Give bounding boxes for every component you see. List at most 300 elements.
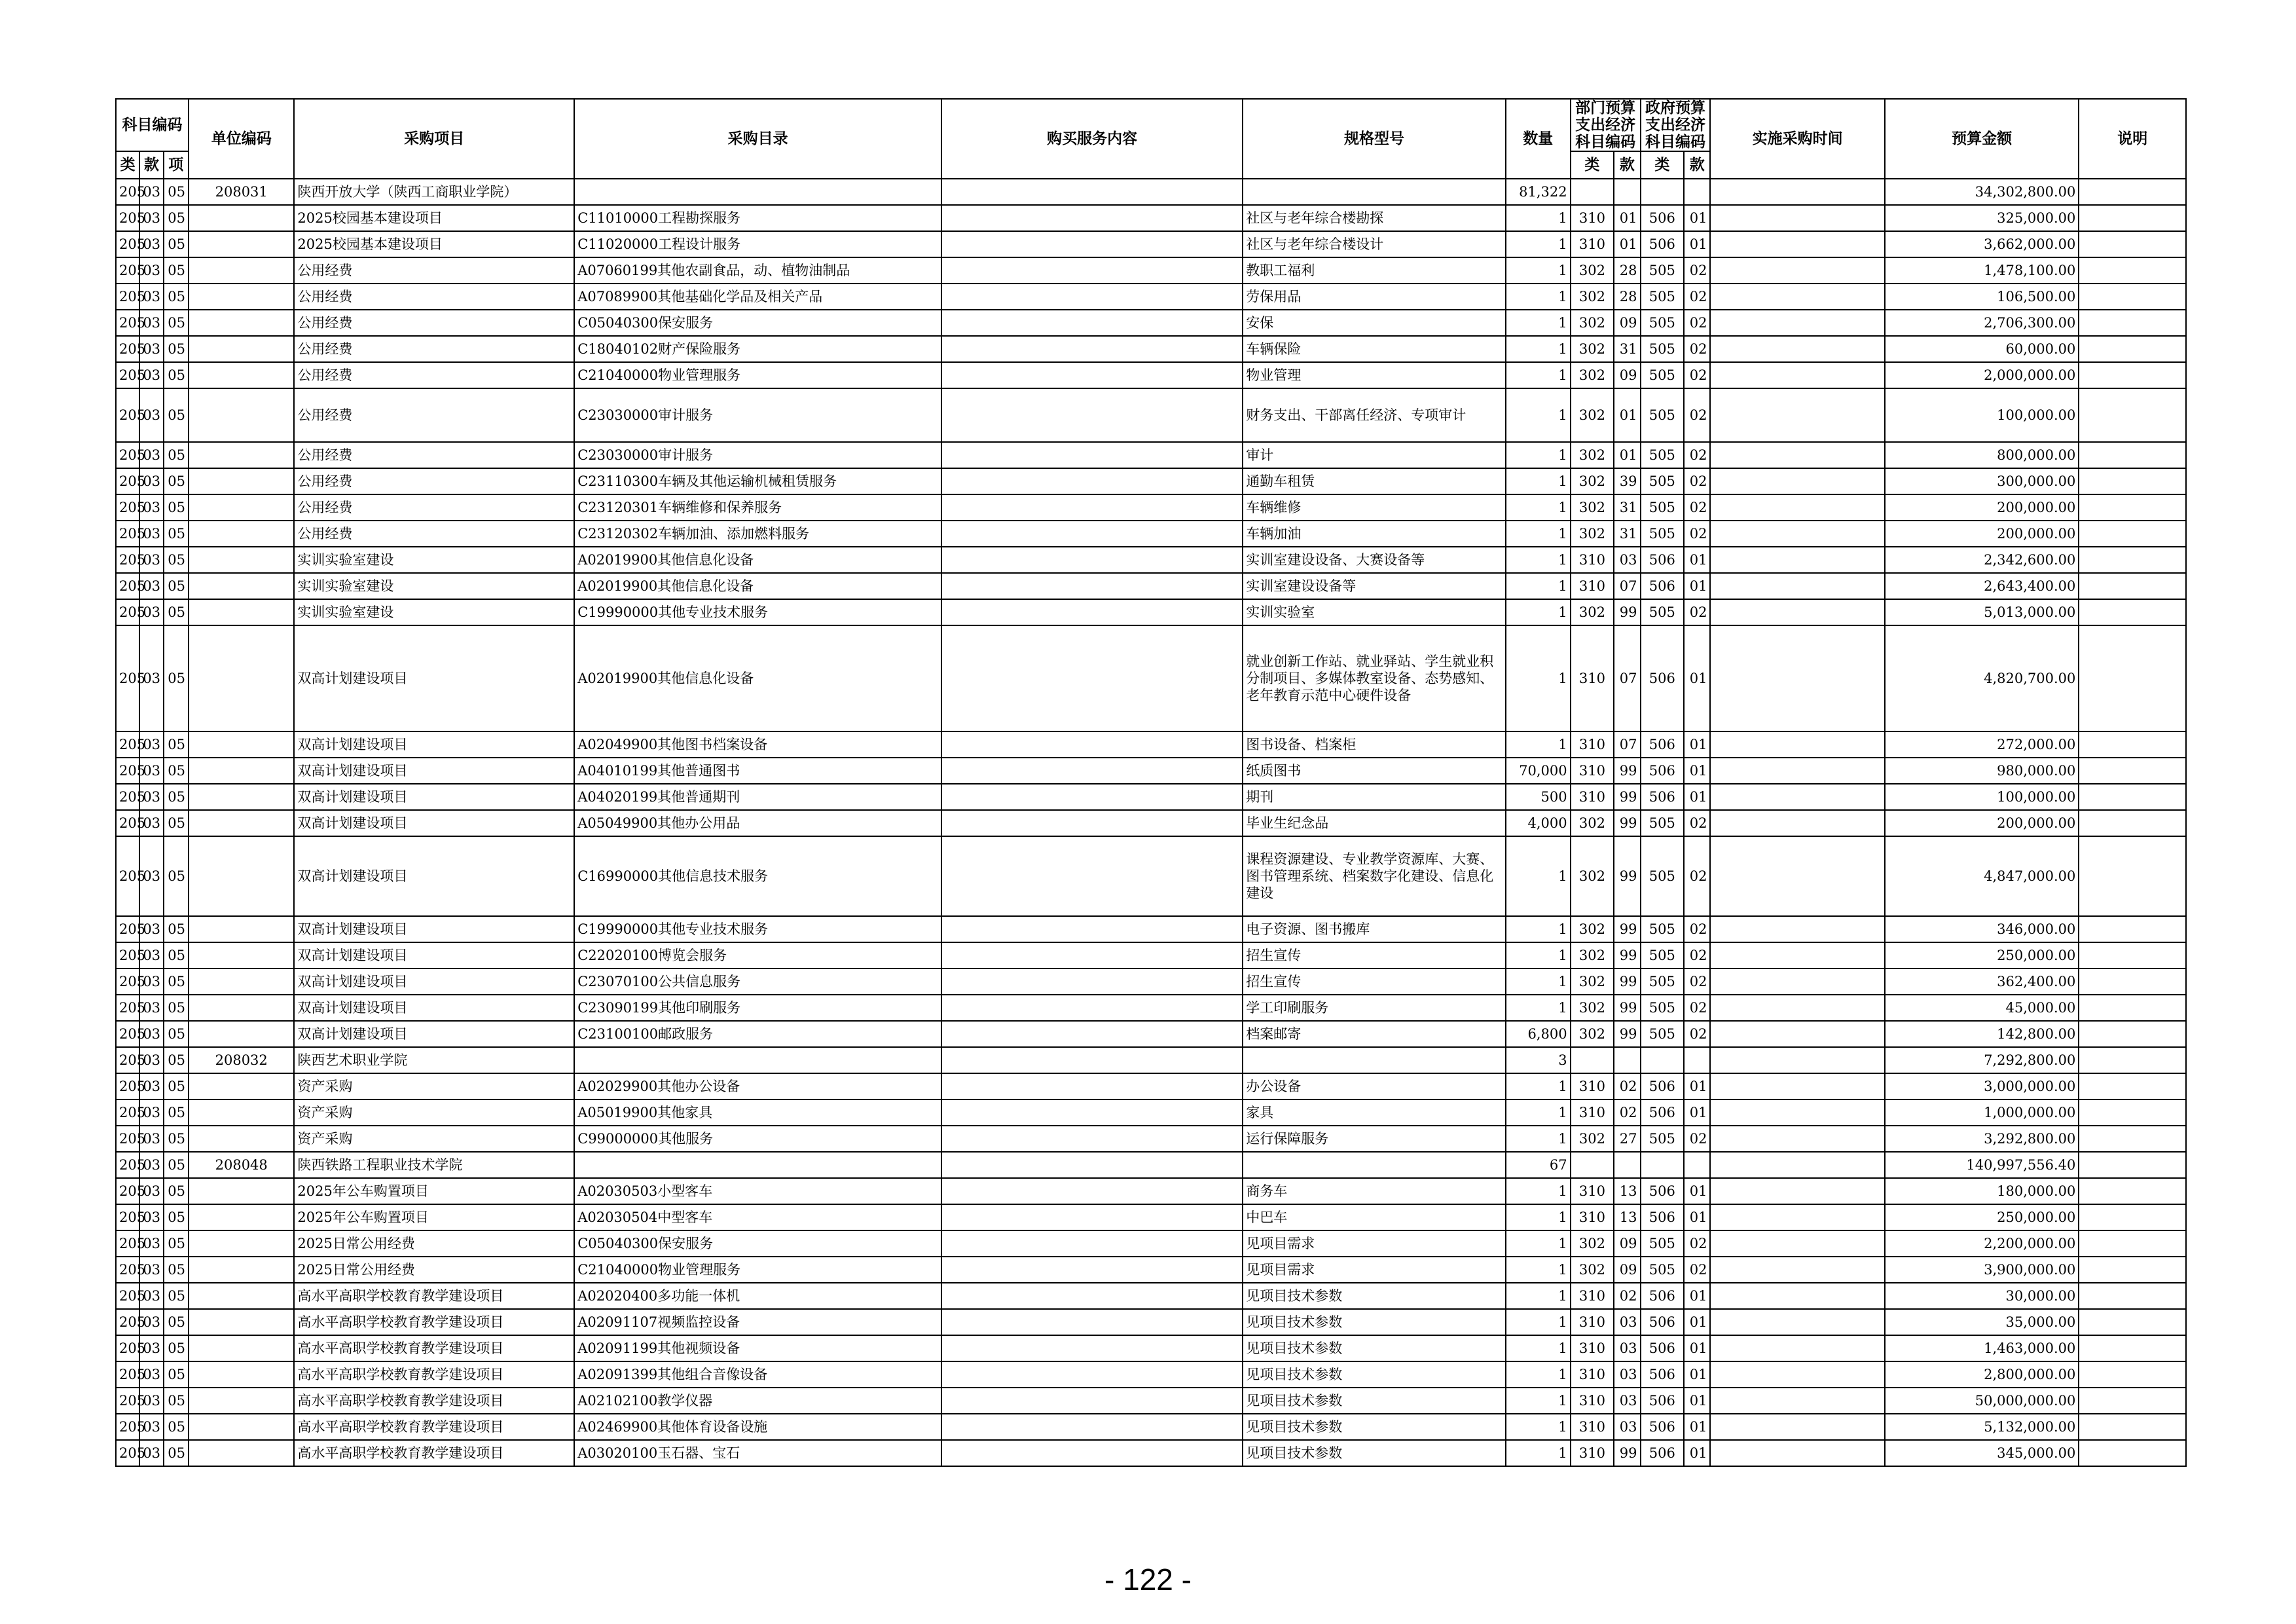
header-spec: 规格型号: [1243, 99, 1506, 179]
cell-amount: 3,900,000.00: [1885, 1257, 2079, 1283]
cell-service: [941, 468, 1243, 494]
cell-dept-lei: 310: [1571, 1361, 1614, 1388]
cell-service: [941, 205, 1243, 231]
cell-time: [1710, 1047, 1884, 1073]
cell-spec: 财务支出、干部离任经济、专项审计: [1243, 388, 1506, 442]
cell-time: [1710, 1021, 1884, 1047]
cell-gov-kuan: 01: [1684, 1440, 1710, 1466]
cell-gov-kuan: 02: [1684, 810, 1710, 836]
table-row: [116, 442, 2186, 468]
cell-lei: 205: [116, 573, 139, 599]
cell-xiang: 05: [164, 257, 189, 284]
cell-note: [2079, 916, 2186, 942]
cell-spec: 教职工福利: [1243, 257, 1506, 284]
cell-dept-kuan: 03: [1614, 1335, 1640, 1361]
cell-lei: 205: [116, 205, 139, 231]
cell-lei: 205: [116, 494, 139, 521]
table-row: [116, 1440, 2186, 1466]
cell-gov-kuan: [1684, 1047, 1710, 1073]
cell-xiang: 05: [164, 995, 189, 1021]
cell-lei: 205: [116, 284, 139, 310]
cell-amount: 200,000.00: [1885, 810, 2079, 836]
cell-amount: 34,302,800.00: [1885, 179, 2079, 205]
cell-gov-kuan: 02: [1684, 257, 1710, 284]
cell-qty: 3: [1506, 1047, 1571, 1073]
cell-gov-lei: 506: [1641, 231, 1685, 257]
cell-gov-lei: 506: [1641, 1178, 1685, 1204]
header-lei: 类: [116, 151, 139, 179]
cell-gov-kuan: 02: [1684, 969, 1710, 995]
cell-xiang: 05: [164, 942, 189, 969]
table-row: [116, 494, 2186, 521]
cell-xiang: 05: [164, 442, 189, 468]
cell-note: [2079, 1361, 2186, 1388]
cell-dept-kuan: 03: [1614, 1361, 1640, 1388]
table-row: [116, 1414, 2186, 1440]
cell-unit-code: [189, 969, 294, 995]
cell-dept-lei: 310: [1571, 784, 1614, 810]
cell-kuan: 03: [139, 1309, 163, 1335]
cell-dept-lei: 302: [1571, 1230, 1614, 1257]
table-row: [116, 310, 2186, 336]
cell-catalog: A02469900其他体育设备设施: [574, 1414, 941, 1440]
cell-amount: 5,013,000.00: [1885, 599, 2079, 625]
cell-dept-lei: 310: [1571, 1440, 1614, 1466]
cell-dept-kuan: 09: [1614, 362, 1640, 388]
cell-time: [1710, 758, 1884, 784]
cell-note: [2079, 284, 2186, 310]
cell-spec: 见项目技术参数: [1243, 1309, 1506, 1335]
cell-project: 双高计划建设项目: [294, 625, 574, 731]
cell-catalog: C19990000其他专业技术服务: [574, 916, 941, 942]
cell-time: [1710, 257, 1884, 284]
cell-gov-kuan: 02: [1684, 995, 1710, 1021]
cell-kuan: 03: [139, 810, 163, 836]
cell-catalog: C11010000工程勘探服务: [574, 205, 941, 231]
cell-lei: 205: [116, 442, 139, 468]
cell-catalog: C16990000其他信息技术服务: [574, 836, 941, 916]
cell-time: [1710, 1414, 1884, 1440]
cell-gov-lei: 505: [1641, 388, 1685, 442]
cell-gov-lei: 506: [1641, 205, 1685, 231]
cell-catalog: C23100100邮政服务: [574, 1021, 941, 1047]
cell-dept-kuan: 99: [1614, 995, 1640, 1021]
cell-catalog: C21040000物业管理服务: [574, 362, 941, 388]
header-time: 实施采购时间: [1710, 99, 1884, 179]
cell-spec: 车辆保险: [1243, 336, 1506, 362]
cell-project: 2025年公车购置项目: [294, 1204, 574, 1230]
cell-note: [2079, 521, 2186, 547]
cell-catalog: C05040300保安服务: [574, 1230, 941, 1257]
cell-project: 双高计划建设项目: [294, 942, 574, 969]
cell-xiang: 05: [164, 179, 189, 205]
cell-note: [2079, 257, 2186, 284]
cell-catalog: A02020400多功能一体机: [574, 1283, 941, 1309]
cell-qty: 1: [1506, 1309, 1571, 1335]
cell-unit-code: 208031: [189, 179, 294, 205]
cell-dept-kuan: 09: [1614, 310, 1640, 336]
cell-project: 双高计划建设项目: [294, 995, 574, 1021]
cell-spec: 见项目技术参数: [1243, 1388, 1506, 1414]
cell-note: [2079, 442, 2186, 468]
cell-unit-code: [189, 731, 294, 758]
cell-project: 公用经费: [294, 468, 574, 494]
cell-time: [1710, 1152, 1884, 1178]
cell-gov-lei: 505: [1641, 810, 1685, 836]
cell-amount: 1,463,000.00: [1885, 1335, 2079, 1361]
cell-dept-kuan: 99: [1614, 916, 1640, 942]
cell-amount: 60,000.00: [1885, 336, 2079, 362]
cell-service: [941, 1178, 1243, 1204]
cell-service: [941, 758, 1243, 784]
cell-spec: [1243, 179, 1506, 205]
cell-amount: 200,000.00: [1885, 494, 2079, 521]
cell-catalog: A02091107视频监控设备: [574, 1309, 941, 1335]
cell-unit-code: [189, 257, 294, 284]
cell-lei: 205: [116, 1361, 139, 1388]
cell-amount: 200,000.00: [1885, 521, 2079, 547]
cell-project: 资产采购: [294, 1073, 574, 1099]
cell-time: [1710, 1204, 1884, 1230]
cell-unit-code: 208032: [189, 1047, 294, 1073]
cell-dept-kuan: 99: [1614, 836, 1640, 916]
cell-kuan: 03: [139, 1204, 163, 1230]
cell-dept-lei: 302: [1571, 310, 1614, 336]
cell-project: 2025校园基本建设项目: [294, 205, 574, 231]
cell-gov-kuan: 02: [1684, 388, 1710, 442]
cell-lei: 205: [116, 1073, 139, 1099]
cell-service: [941, 1073, 1243, 1099]
cell-gov-lei: 505: [1641, 995, 1685, 1021]
cell-dept-kuan: 01: [1614, 205, 1640, 231]
cell-gov-kuan: 01: [1684, 1414, 1710, 1440]
cell-time: [1710, 310, 1884, 336]
cell-kuan: 03: [139, 1388, 163, 1414]
cell-unit-code: [189, 916, 294, 942]
cell-service: [941, 1309, 1243, 1335]
cell-xiang: 05: [164, 205, 189, 231]
cell-service: [941, 1283, 1243, 1309]
cell-xiang: 05: [164, 1283, 189, 1309]
cell-xiang: 05: [164, 1021, 189, 1047]
cell-project: 陕西艺术职业学院: [294, 1047, 574, 1073]
cell-service: [941, 547, 1243, 573]
cell-unit-code: 208048: [189, 1152, 294, 1178]
cell-time: [1710, 810, 1884, 836]
table-row: [116, 1099, 2186, 1126]
cell-time: [1710, 442, 1884, 468]
cell-amount: 2,800,000.00: [1885, 1361, 2079, 1388]
cell-note: [2079, 1152, 2186, 1178]
cell-gov-lei: 506: [1641, 1335, 1685, 1361]
cell-lei: 205: [116, 1230, 139, 1257]
cell-dept-kuan: 99: [1614, 599, 1640, 625]
cell-unit-code: [189, 1178, 294, 1204]
cell-xiang: 05: [164, 336, 189, 362]
cell-xiang: 05: [164, 1440, 189, 1466]
cell-xiang: 05: [164, 1073, 189, 1099]
cell-time: [1710, 995, 1884, 1021]
cell-project: 公用经费: [294, 257, 574, 284]
cell-kuan: 03: [139, 205, 163, 231]
cell-project: 双高计划建设项目: [294, 758, 574, 784]
cell-gov-lei: 505: [1641, 284, 1685, 310]
cell-amount: 345,000.00: [1885, 1440, 2079, 1466]
cell-kuan: 03: [139, 1152, 163, 1178]
cell-dept-lei: [1571, 1152, 1614, 1178]
cell-catalog: C23120301车辆维修和保养服务: [574, 494, 941, 521]
cell-dept-lei: 302: [1571, 810, 1614, 836]
cell-qty: 1: [1506, 362, 1571, 388]
cell-dept-kuan: 99: [1614, 784, 1640, 810]
cell-dept-kuan: 28: [1614, 284, 1640, 310]
cell-service: [941, 1388, 1243, 1414]
cell-xiang: 05: [164, 1414, 189, 1440]
cell-time: [1710, 916, 1884, 942]
cell-kuan: 03: [139, 179, 163, 205]
cell-dept-lei: 302: [1571, 599, 1614, 625]
cell-time: [1710, 231, 1884, 257]
cell-dept-lei: 310: [1571, 1414, 1614, 1440]
cell-spec: 劳保用品: [1243, 284, 1506, 310]
cell-project: 2025日常公用经费: [294, 1230, 574, 1257]
cell-amount: 2,643,400.00: [1885, 573, 2079, 599]
cell-spec: 期刊: [1243, 784, 1506, 810]
cell-dept-kuan: 02: [1614, 1073, 1640, 1099]
cell-kuan: 03: [139, 573, 163, 599]
cell-dept-lei: 302: [1571, 362, 1614, 388]
cell-dept-kuan: 99: [1614, 810, 1640, 836]
cell-time: [1710, 1309, 1884, 1335]
cell-dept-kuan: 03: [1614, 1388, 1640, 1414]
cell-gov-kuan: 01: [1684, 758, 1710, 784]
cell-unit-code: [189, 494, 294, 521]
cell-spec: 通勤车租赁: [1243, 468, 1506, 494]
cell-spec: 办公设备: [1243, 1073, 1506, 1099]
cell-spec: 家具: [1243, 1099, 1506, 1126]
table-row: [116, 231, 2186, 257]
cell-amount: 100,000.00: [1885, 784, 2079, 810]
cell-dept-kuan: 99: [1614, 1440, 1640, 1466]
cell-kuan: 03: [139, 1178, 163, 1204]
cell-amount: 142,800.00: [1885, 1021, 2079, 1047]
cell-unit-code: [189, 205, 294, 231]
table-row: [116, 784, 2186, 810]
cell-lei: 205: [116, 547, 139, 573]
cell-lei: 205: [116, 1152, 139, 1178]
cell-catalog: C23030000审计服务: [574, 442, 941, 468]
cell-time: [1710, 731, 1884, 758]
header-dept-budget-line2: 支出经济: [1575, 116, 1636, 134]
cell-catalog: A02019900其他信息化设备: [574, 625, 941, 731]
cell-amount: 3,000,000.00: [1885, 1073, 2079, 1099]
cell-kuan: 03: [139, 995, 163, 1021]
cell-qty: 1: [1506, 1414, 1571, 1440]
cell-service: [941, 599, 1243, 625]
cell-time: [1710, 1230, 1884, 1257]
cell-gov-kuan: 02: [1684, 494, 1710, 521]
cell-time: [1710, 836, 1884, 916]
cell-amount: 1,000,000.00: [1885, 1099, 2079, 1126]
cell-amount: 50,000,000.00: [1885, 1388, 2079, 1414]
cell-unit-code: [189, 336, 294, 362]
cell-gov-kuan: 02: [1684, 836, 1710, 916]
cell-project: 双高计划建设项目: [294, 1021, 574, 1047]
cell-kuan: 03: [139, 731, 163, 758]
cell-dept-kuan: 09: [1614, 1257, 1640, 1283]
cell-gov-lei: 505: [1641, 257, 1685, 284]
cell-service: [941, 336, 1243, 362]
cell-xiang: 05: [164, 810, 189, 836]
cell-kuan: 03: [139, 784, 163, 810]
header-gov-budget-line3: 科目编码: [1645, 133, 1705, 151]
cell-qty: 67: [1506, 1152, 1571, 1178]
cell-gov-lei: [1641, 179, 1685, 205]
cell-dept-lei: 302: [1571, 1257, 1614, 1283]
cell-catalog: A07060199其他农副食品，动、植物油制品: [574, 257, 941, 284]
cell-note: [2079, 942, 2186, 969]
cell-service: [941, 1230, 1243, 1257]
cell-time: [1710, 1178, 1884, 1204]
cell-dept-lei: 302: [1571, 284, 1614, 310]
cell-amount: 272,000.00: [1885, 731, 2079, 758]
cell-amount: 3,662,000.00: [1885, 231, 2079, 257]
cell-kuan: 03: [139, 336, 163, 362]
cell-note: [2079, 1283, 2186, 1309]
cell-qty: 1: [1506, 310, 1571, 336]
cell-qty: 1: [1506, 257, 1571, 284]
cell-unit-code: [189, 1073, 294, 1099]
table-row: [116, 731, 2186, 758]
cell-project: 2025校园基本建设项目: [294, 231, 574, 257]
header-gov-budget: [1641, 99, 1711, 151]
cell-unit-code: [189, 468, 294, 494]
cell-gov-kuan: 01: [1684, 573, 1710, 599]
cell-lei: 205: [116, 388, 139, 442]
cell-kuan: 03: [139, 1021, 163, 1047]
cell-project: 2025日常公用经费: [294, 1257, 574, 1283]
cell-service: [941, 995, 1243, 1021]
header-subject-code: 科目编码: [116, 99, 189, 151]
cell-gov-lei: 505: [1641, 362, 1685, 388]
cell-note: [2079, 336, 2186, 362]
cell-note: [2079, 1257, 2186, 1283]
cell-spec: 就业创新工作站、就业驿站、学生就业积分制项目、多媒体教室设备、态势感知、老年教育示范中心硬件设备: [1243, 625, 1506, 731]
cell-kuan: 03: [139, 836, 163, 916]
cell-spec: 招生宣传: [1243, 969, 1506, 995]
cell-xiang: 05: [164, 1126, 189, 1152]
cell-service: [941, 1152, 1243, 1178]
cell-service: [941, 442, 1243, 468]
cell-time: [1710, 1335, 1884, 1361]
cell-amount: 800,000.00: [1885, 442, 2079, 468]
cell-xiang: 05: [164, 1230, 189, 1257]
cell-dept-lei: 310: [1571, 1388, 1614, 1414]
cell-kuan: 03: [139, 1440, 163, 1466]
cell-project: 实训实验室建设: [294, 599, 574, 625]
cell-lei: 205: [116, 942, 139, 969]
cell-xiang: 05: [164, 1204, 189, 1230]
header-dept-budget-line3: 科目编码: [1575, 133, 1636, 151]
cell-dept-kuan: 39: [1614, 468, 1640, 494]
cell-qty: 1: [1506, 573, 1571, 599]
cell-xiang: 05: [164, 388, 189, 442]
cell-dept-kuan: [1614, 1152, 1640, 1178]
cell-spec: 档案邮寄: [1243, 1021, 1506, 1047]
cell-dept-kuan: 99: [1614, 1021, 1640, 1047]
cell-time: [1710, 573, 1884, 599]
cell-lei: 205: [116, 1335, 139, 1361]
cell-time: [1710, 1283, 1884, 1309]
cell-unit-code: [189, 1126, 294, 1152]
cell-unit-code: [189, 625, 294, 731]
cell-project: 双高计划建设项目: [294, 784, 574, 810]
cell-xiang: 05: [164, 310, 189, 336]
cell-service: [941, 1335, 1243, 1361]
cell-gov-kuan: 02: [1684, 284, 1710, 310]
cell-note: [2079, 810, 2186, 836]
cell-gov-lei: 506: [1641, 758, 1685, 784]
cell-qty: 1: [1506, 1073, 1571, 1099]
cell-dept-kuan: 31: [1614, 494, 1640, 521]
cell-project: 实训实验室建设: [294, 547, 574, 573]
cell-xiang: 05: [164, 1047, 189, 1073]
table-row: [116, 1073, 2186, 1099]
cell-xiang: 05: [164, 599, 189, 625]
cell-qty: 1: [1506, 969, 1571, 995]
cell-service: [941, 257, 1243, 284]
cell-note: [2079, 231, 2186, 257]
cell-qty: 1: [1506, 1230, 1571, 1257]
cell-kuan: 03: [139, 547, 163, 573]
cell-dept-kuan: 13: [1614, 1204, 1640, 1230]
cell-lei: 205: [116, 1257, 139, 1283]
cell-dept-lei: 302: [1571, 1021, 1614, 1047]
cell-dept-lei: 302: [1571, 1126, 1614, 1152]
cell-project: 双高计划建设项目: [294, 731, 574, 758]
cell-gov-kuan: 01: [1684, 1099, 1710, 1126]
cell-gov-lei: 506: [1641, 1073, 1685, 1099]
table-row: [116, 521, 2186, 547]
cell-dept-kuan: 13: [1614, 1178, 1640, 1204]
cell-spec: 学工印刷服务: [1243, 995, 1506, 1021]
table-row: [116, 336, 2186, 362]
cell-time: [1710, 942, 1884, 969]
cell-time: [1710, 494, 1884, 521]
cell-dept-lei: [1571, 1047, 1614, 1073]
cell-dept-kuan: 02: [1614, 1099, 1640, 1126]
cell-catalog: A02030503小型客车: [574, 1178, 941, 1204]
cell-kuan: 03: [139, 1099, 163, 1126]
cell-gov-kuan: 01: [1684, 231, 1710, 257]
cell-kuan: 03: [139, 1073, 163, 1099]
cell-dept-kuan: 01: [1614, 442, 1640, 468]
cell-dept-kuan: 07: [1614, 731, 1640, 758]
cell-service: [941, 521, 1243, 547]
cell-catalog: A02029900其他办公设备: [574, 1073, 941, 1099]
cell-kuan: 03: [139, 1047, 163, 1073]
cell-spec: 社区与老年综合楼设计: [1243, 231, 1506, 257]
cell-xiang: 05: [164, 916, 189, 942]
cell-spec: 见项目技术参数: [1243, 1283, 1506, 1309]
cell-project: 公用经费: [294, 442, 574, 468]
cell-lei: 205: [116, 995, 139, 1021]
cell-gov-lei: 506: [1641, 731, 1685, 758]
cell-dept-lei: 310: [1571, 1283, 1614, 1309]
cell-kuan: 03: [139, 942, 163, 969]
cell-gov-kuan: 02: [1684, 1257, 1710, 1283]
cell-spec: 中巴车: [1243, 1204, 1506, 1230]
